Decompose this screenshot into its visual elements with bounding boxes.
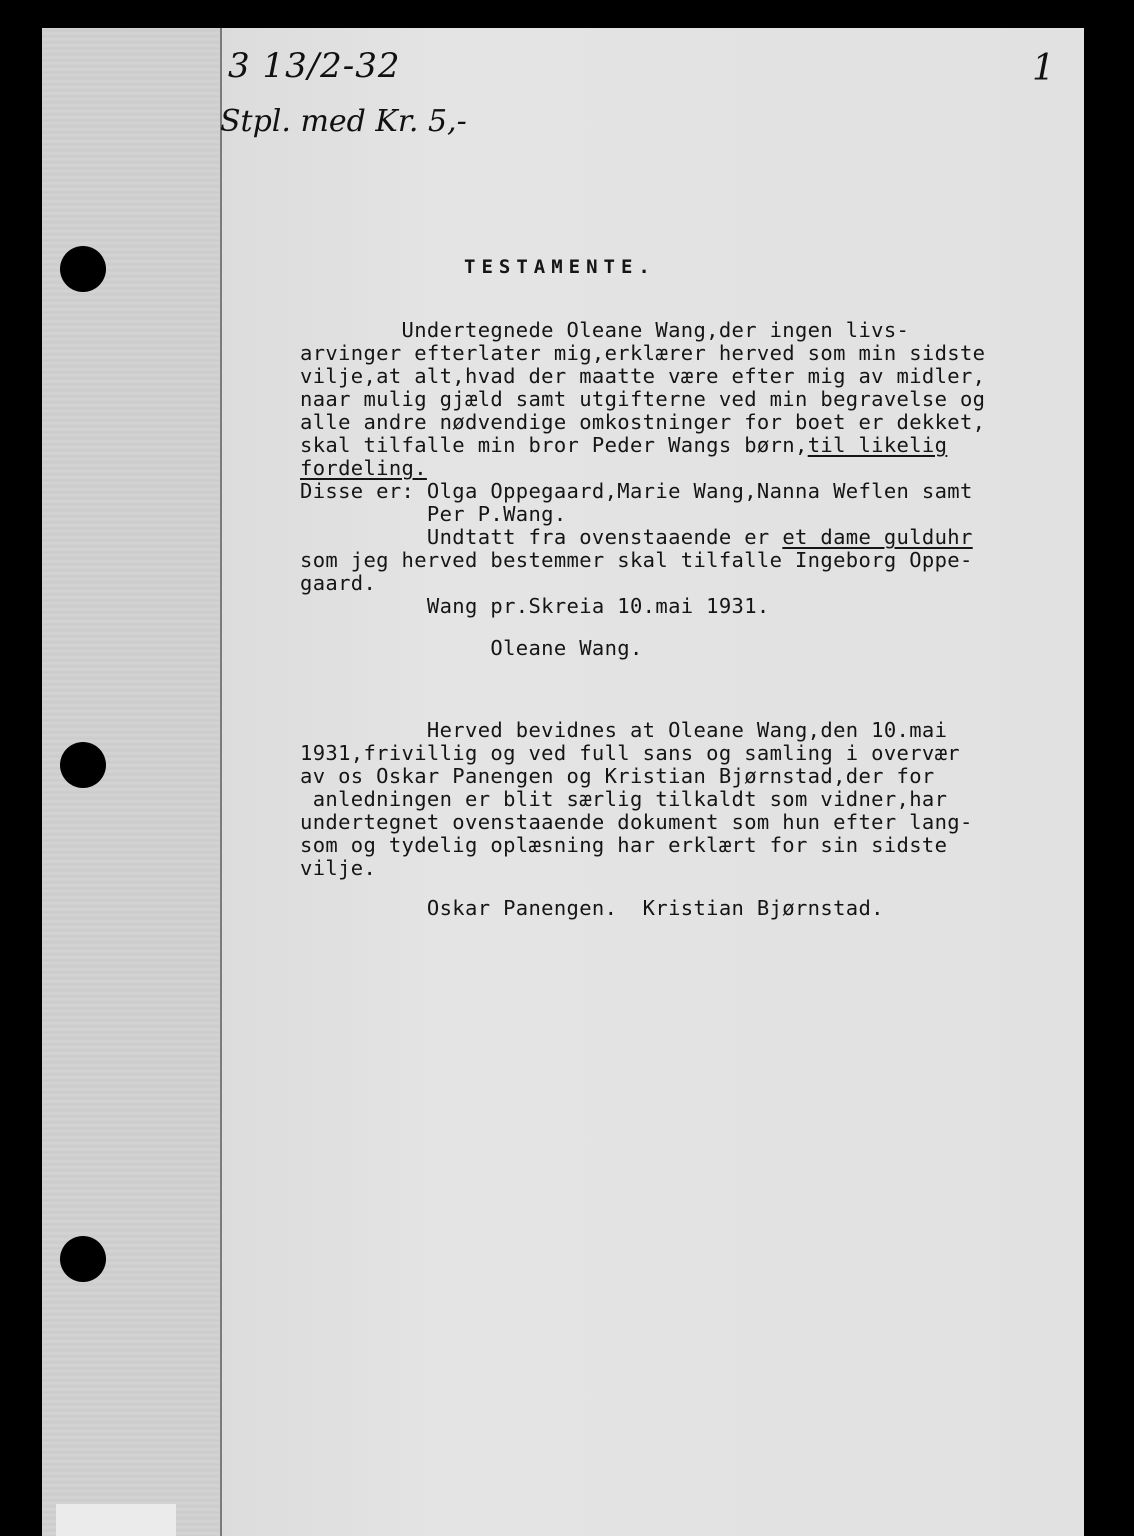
underlined-phrase: et dame gulduhr: [782, 525, 973, 549]
body-line-text: skal tilfalle min bror Peder Wangs børn,: [300, 433, 808, 457]
witness-line: 1931,frivillig og ved full sans og samling i overvær: [300, 741, 960, 765]
margin-rule: [220, 28, 222, 1536]
exception-line: [300, 527, 973, 548]
testator-signature: Oleane Wang.: [300, 636, 643, 660]
heirs-line: Disse er: Olga Oppegaard,Marie Wang,Nanna Weflen samt: [300, 479, 973, 503]
witness-line: vilje.: [300, 856, 377, 880]
document-title: TESTAMENTE.: [464, 256, 656, 278]
handwritten-case-number: 3 13/2-32: [228, 46, 401, 86]
handwritten-stamp-note: Stpl. med Kr. 5,-: [220, 104, 467, 139]
paper-sheet: [42, 28, 1084, 1536]
exception-line: gaard.: [300, 571, 377, 595]
body-line: Undertegnede Oleane Wang,der ingen livs-: [300, 318, 910, 342]
exception-line: som jeg herved bestemmer skal tilfalle Ingeborg Oppe-: [300, 548, 973, 572]
body-line: [300, 435, 947, 456]
witness-line: som og tydelig oplæsning har erklært for sin sidste: [300, 833, 948, 857]
place-date: Wang pr.Skreia 10.mai 1931.: [300, 594, 770, 618]
witness-line: Herved bevidnes at Oleane Wang,den 10.mai: [300, 718, 948, 742]
handwritten-page-number: 1: [1032, 48, 1055, 89]
underlined-phrase: fordeling.: [300, 456, 427, 480]
punch-hole: [60, 246, 106, 292]
label-patch: [56, 1504, 176, 1536]
witness-line: anledningen er blit særlig tilkaldt som vidner,har: [300, 787, 948, 811]
witness-line: av os Oskar Panengen og Kristian Bjørnstad,der for: [300, 764, 935, 788]
underlined-phrase: til likelig: [807, 433, 948, 457]
body-line: naar mulig gjæld samt utgifterne ved min begravelse og: [300, 387, 986, 411]
exception-text: Undtatt fra ovenstaaende er: [300, 525, 783, 549]
body-line: alle andre nødvendige omkostninger for boet er dekket,: [300, 410, 986, 434]
witness-signatures: Oskar Panengen. Kristian Bjørnstad.: [300, 896, 884, 920]
body-line: vilje,at alt,hvad der maatte være efter mig av midler,: [300, 364, 986, 388]
witness-line: undertegnet ovenstaaende dokument som hun efter lang-: [300, 810, 973, 834]
heirs-line: Per P.Wang.: [300, 502, 567, 526]
punch-hole: [60, 742, 106, 788]
body-line: arvinger efterlater mig,erklærer herved som min sidste: [300, 341, 986, 365]
punch-hole: [60, 1236, 106, 1282]
